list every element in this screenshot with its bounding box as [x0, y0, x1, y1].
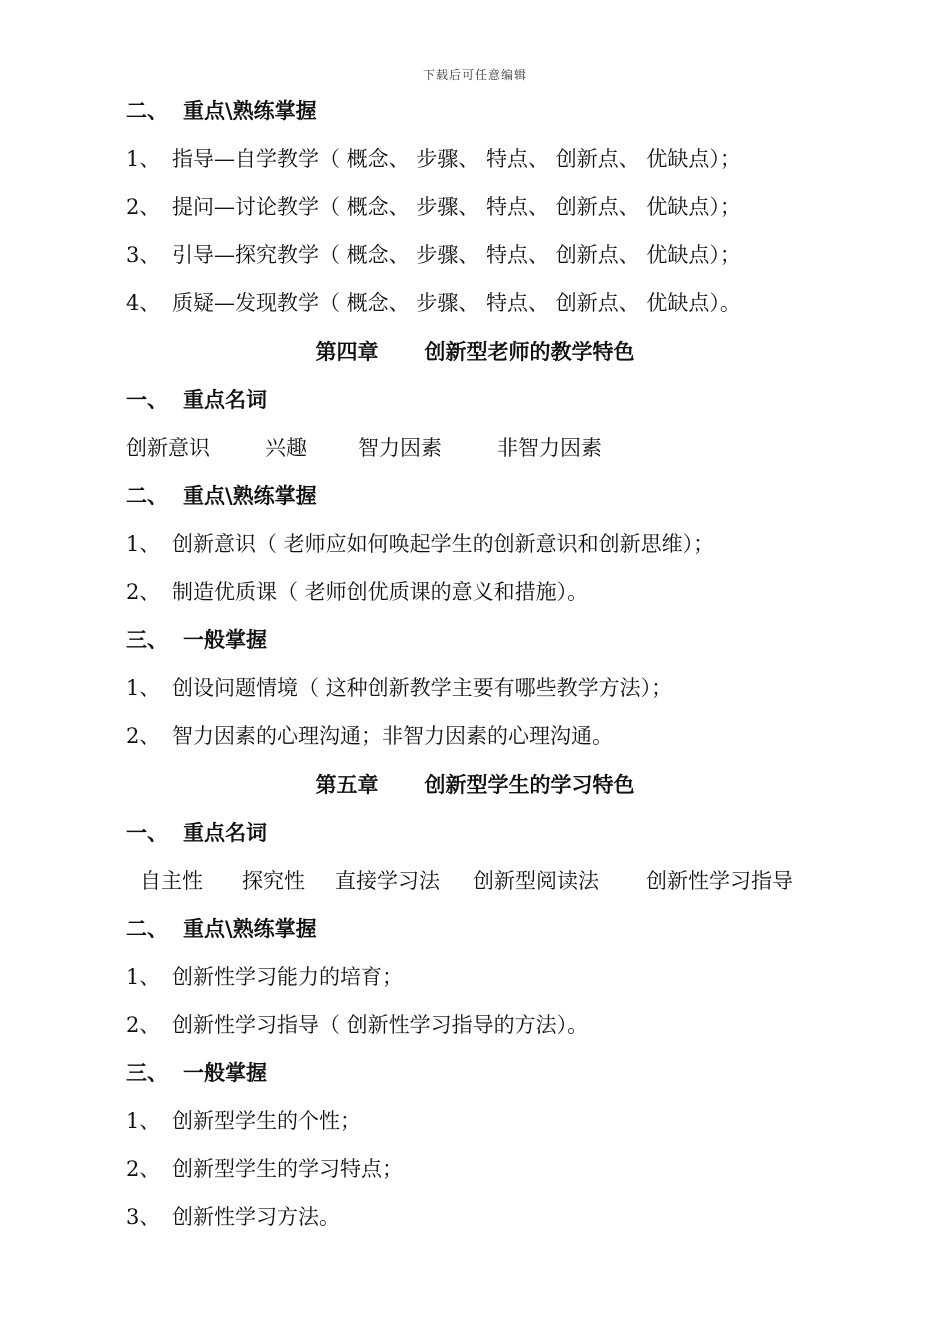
section-number: 三、: [126, 1061, 168, 1085]
list-item: [126, 578, 588, 606]
chapter-title: [0, 338, 950, 366]
section-title: 一般掌握: [183, 1061, 267, 1085]
section-title: 重点\熟练掌握: [183, 99, 317, 123]
item-text: 创新型学生的学习特点；: [172, 1157, 403, 1181]
item-text: 制造优质课（ 老师创优质课的意义和措施）。: [172, 580, 589, 604]
list-item: [126, 193, 741, 221]
item-number: 3、: [126, 243, 161, 267]
section-heading: [126, 819, 267, 847]
term: 非智力因素: [497, 436, 602, 460]
term: 直接学习法: [335, 869, 440, 893]
chapter-title: [0, 771, 950, 799]
list-item: [126, 1155, 403, 1183]
chapter-number: 第五章: [315, 773, 379, 797]
item-text: 创新性学习指导（ 创新性学习指导的方法）。: [172, 1013, 589, 1037]
section-title: 重点名词: [183, 821, 267, 845]
item-number: 2、: [126, 724, 161, 748]
list-item: [126, 289, 741, 317]
section-number: 二、: [126, 917, 168, 941]
list-item: [126, 145, 741, 173]
item-text: 创新意识（ 老师应如何唤起学生的创新意识和创新思维）；: [172, 532, 715, 556]
key-terms: [140, 867, 793, 895]
chapter-name: 创新型学生的学习特色: [424, 773, 635, 797]
item-text: 引导—探究教学（ 概念、 步骤、 特点、 创新点、 优缺点）；: [172, 243, 741, 267]
chapter-number: 第四章: [315, 340, 379, 364]
list-item: [126, 963, 403, 991]
term: 兴趣: [265, 436, 307, 460]
term: 探究性: [242, 869, 305, 893]
term: 智力因素: [358, 436, 442, 460]
item-number: 1、: [126, 532, 161, 556]
item-text: 提问—讨论教学（ 概念、 步骤、 特点、 创新点、 优缺点）；: [172, 195, 741, 219]
list-item: [126, 1203, 340, 1231]
section-number: 一、: [126, 388, 168, 412]
item-text: 指导—自学教学（ 概念、 步骤、 特点、 创新点、 优缺点）；: [172, 147, 741, 171]
item-text: 创设问题情境（ 这种创新教学主要有哪些教学方法）；: [172, 676, 673, 700]
section-number: 二、: [126, 484, 168, 508]
list-item: [126, 1011, 588, 1039]
list-item: [126, 241, 741, 269]
section-number: 一、: [126, 821, 168, 845]
section-heading: [126, 1059, 267, 1087]
section-title: 重点\熟练掌握: [183, 484, 317, 508]
item-number: 1、: [126, 147, 161, 171]
item-number: 1、: [126, 965, 161, 989]
section-title: 一般掌握: [183, 628, 267, 652]
item-number: 4、: [126, 291, 161, 315]
item-text: 创新型学生的个性；: [172, 1109, 361, 1133]
list-item: [126, 1107, 361, 1135]
item-number: 2、: [126, 195, 161, 219]
section-number: 三、: [126, 628, 168, 652]
key-terms: [126, 434, 602, 462]
term: 自主性: [140, 869, 203, 893]
term: 创新型阅读法: [473, 869, 599, 893]
item-number: 1、: [126, 676, 161, 700]
list-item: [126, 530, 714, 558]
term: 创新意识: [126, 436, 210, 460]
section-heading: [126, 97, 317, 125]
section-heading: [126, 626, 267, 654]
item-number: 3、: [126, 1205, 161, 1229]
item-number: 2、: [126, 1013, 161, 1037]
section-heading: [126, 915, 317, 943]
item-number: 2、: [126, 580, 161, 604]
page-header: 下载后可任意编辑: [422, 68, 527, 82]
list-item: [126, 722, 613, 750]
section-title: 重点名词: [183, 388, 267, 412]
item-number: 1、: [126, 1109, 161, 1133]
term: 创新性学习指导: [646, 869, 793, 893]
section-heading: [126, 482, 317, 510]
section-title: 重点\熟练掌握: [183, 917, 317, 941]
item-text: 创新性学习方法。: [172, 1205, 340, 1229]
item-text: 质疑—发现教学（ 概念、 步骤、 特点、 创新点、 优缺点）。: [172, 291, 741, 315]
item-number: 2、: [126, 1157, 161, 1181]
section-number: 二、: [126, 99, 168, 123]
list-item: [126, 674, 672, 702]
section-heading: [126, 386, 267, 414]
item-text: 智力因素的心理沟通；非智力因素的心理沟通。: [172, 724, 613, 748]
chapter-name: 创新型老师的教学特色: [424, 340, 635, 364]
item-text: 创新性学习能力的培育；: [172, 965, 403, 989]
